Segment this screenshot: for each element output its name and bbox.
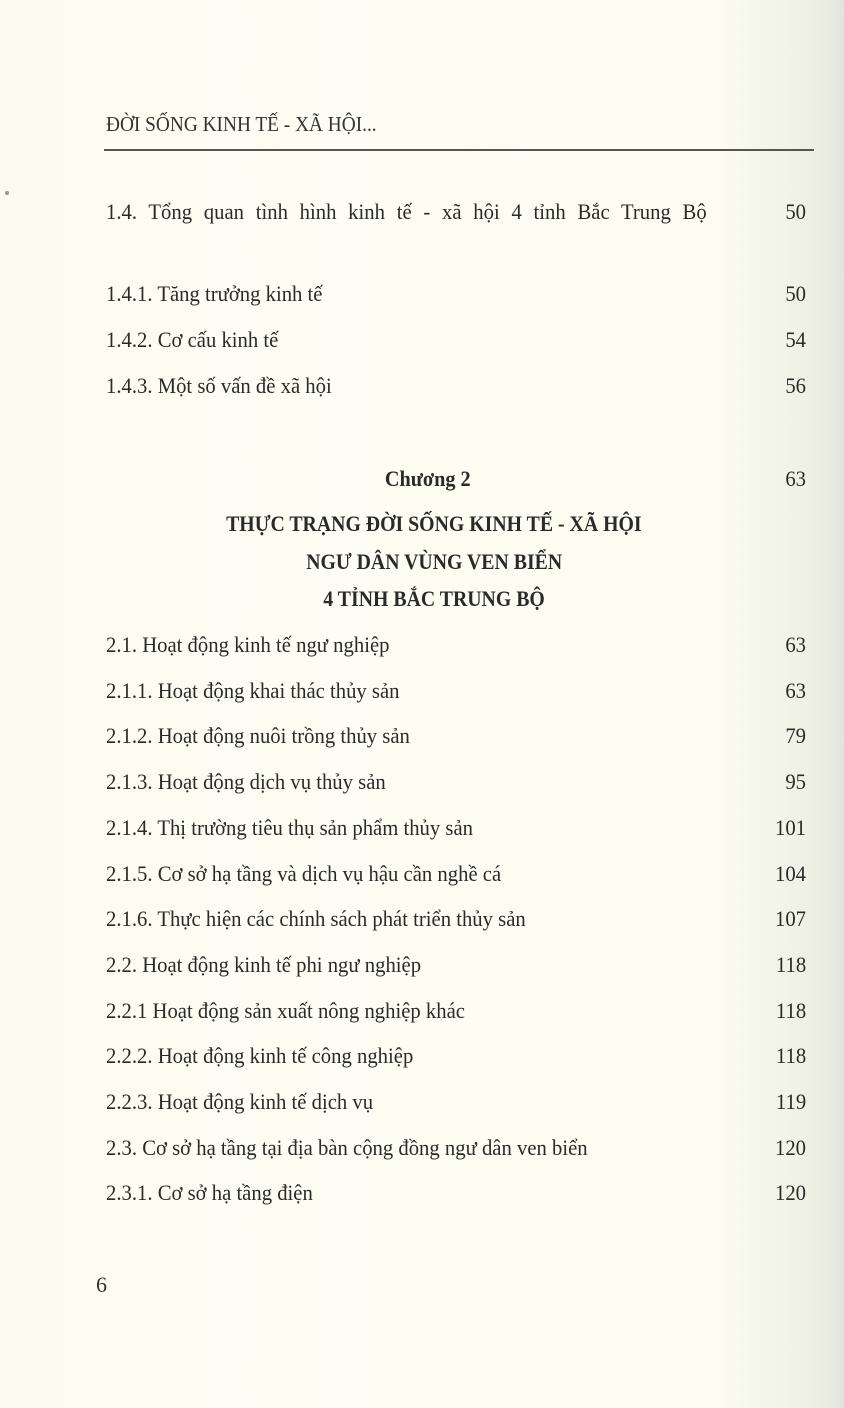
toc-entry-label: 2.2.1 Hoạt động sản xuất nông nghiệp khác: [106, 998, 465, 1023]
toc-entry-label: 1.4.2. Cơ cấu kinh tế: [106, 327, 279, 352]
chapter-title-text: NGƯ DÂN VÙNG VEN BIỂN: [306, 549, 562, 574]
toc-entry-label: 2.1.2. Hoạt động nuôi trồng thủy sản: [106, 723, 410, 748]
toc-entry-label: 1.4. Tổng quan tình hình kinh tế - xã hội 4 tỉnh Bắc Trung Bộ: [106, 199, 707, 224]
toc-entry-page: 63: [785, 632, 806, 657]
chapter-title-line: [0, 506, 844, 542]
toc-entry-label: 2.3.1. Cơ sở hạ tầng điện: [106, 1180, 313, 1205]
toc-entry-page: 118: [775, 998, 806, 1023]
toc-entry-page: 104: [774, 861, 806, 886]
toc-entry-page: 118: [775, 952, 806, 977]
toc-entry-label: 2.2. Hoạt động kinh tế phi ngư nghiệp: [106, 952, 422, 977]
toc-entry-label: 2.1.1. Hoạt động khai thác thủy sản: [106, 678, 400, 703]
toc-entry-page: 50: [785, 199, 806, 224]
toc-entry-label: 2.2.2. Hoạt động kinh tế công nghiệp: [106, 1043, 414, 1068]
chapter-title-text: 4 TỈNH BẮC TRUNG BỘ: [323, 586, 545, 611]
toc-entry-label: 2.2.3. Hoạt động kinh tế dịch vụ: [106, 1089, 374, 1114]
toc-entry-label: 2.3. Cơ sở hạ tầng tại địa bàn cộng đồng ngư dân ven biển: [106, 1135, 588, 1160]
toc-entry-page: 101: [774, 815, 806, 840]
chapter-title-line: [0, 581, 844, 617]
toc-entry-page: 119: [775, 1089, 806, 1114]
page-number: 6: [96, 1272, 107, 1297]
toc-entry-page: 107: [774, 906, 806, 931]
toc-entry-page: 50: [785, 281, 806, 306]
toc-entry-page: 56: [785, 373, 806, 398]
toc-entry-page: 120: [774, 1180, 806, 1205]
running-head: ĐỜI SỐNG KINH TẾ - XÃ HỘI...: [106, 112, 377, 136]
toc-entry-page: 118: [775, 1043, 806, 1068]
chapter-page: 63: [785, 466, 806, 491]
chapter-title-line: [0, 544, 844, 580]
chapter-label[interactable]: Chương 2: [384, 466, 471, 491]
toc-entry-page: 120: [774, 1135, 806, 1160]
header-rule: [104, 149, 814, 151]
toc-entry-label: 2.1.6. Thực hiện các chính sách phát triển thủy sản: [106, 906, 526, 931]
toc-entry-label: 1.4.1. Tăng trưởng kinh tế: [106, 281, 323, 306]
toc-entry-page: 79: [785, 723, 806, 748]
toc-entry-page: 63: [785, 678, 806, 703]
toc-entry-label: 2.1.5. Cơ sở hạ tầng và dịch vụ hậu cần nghề cá: [106, 861, 502, 886]
toc-entry-label: 1.4.3. Một số vấn đề xã hội: [106, 373, 332, 398]
toc-entry-label: 2.1.4. Thị trường tiêu thụ sản phẩm thủy sản: [106, 815, 473, 840]
toc-entry-page: 54: [785, 327, 806, 352]
paper-speck: [5, 191, 9, 195]
toc-entry-page: 95: [785, 769, 806, 794]
toc-entry-label: 2.1.3. Hoạt động dịch vụ thủy sản: [106, 769, 386, 794]
chapter-title-text: THỰC TRẠNG ĐỜI SỐNG KINH TẾ - XÃ HỘI: [226, 511, 642, 536]
toc-entry-label: 2.1. Hoạt động kinh tế ngư nghiệp: [106, 632, 390, 657]
